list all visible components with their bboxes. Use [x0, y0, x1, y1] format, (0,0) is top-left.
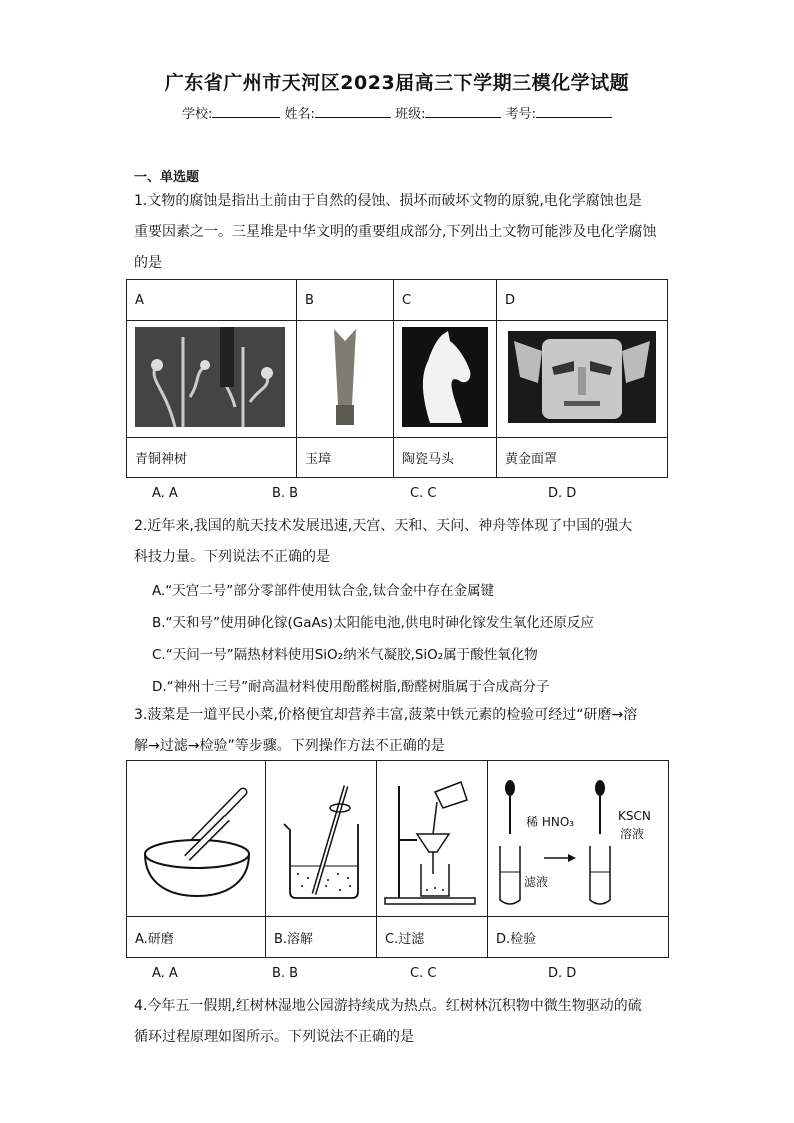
gold-mask-image [508, 331, 656, 423]
q1-choice-a[interactable]: A. A [152, 486, 178, 501]
q3-reagent-label-2: 溶液 [620, 827, 645, 841]
q1-image-a [127, 321, 297, 438]
class-blank [425, 105, 501, 118]
q3-filtrate-label: 滤液 [524, 875, 549, 889]
q1-choice-c[interactable]: C. C [410, 486, 437, 501]
name-blank [315, 105, 391, 118]
q1-image-c [394, 321, 497, 438]
q3-choice-c[interactable]: C. C [410, 966, 437, 981]
q2-option-a[interactable]: A.“天宫二号”部分零部件使用钛合金,钛合金中存在金属键 [152, 583, 495, 599]
school-blank [212, 105, 280, 118]
q1-choice-d[interactable]: D. D [548, 486, 577, 501]
q3-choice-d[interactable]: D. D [548, 966, 577, 981]
q1-header-c: C [394, 280, 497, 321]
section-heading: 一、单选题 [134, 170, 200, 185]
q3-line-1: 3.菠菜是一道平民小菜,价格便宜却营养丰富,菠菜中铁元素的检验可经过“研磨→溶 [134, 707, 638, 723]
school-label: 学校: [182, 107, 213, 122]
q3-image-b [266, 761, 377, 917]
filtration-setup-image [377, 762, 487, 912]
exam-no-blank [536, 105, 612, 118]
q3-reagent-label-1: KSCN [618, 809, 651, 823]
q3-image-d [488, 761, 669, 917]
page-title: 广东省广州市天河区2023届高三下学期三模化学试题 [164, 72, 630, 94]
student-info-line [0, 103, 794, 122]
q1-line-2: 重要因素之一。三星堆是中华文明的重要组成部分,下列出土文物可能涉及电化学腐蚀 [134, 224, 657, 240]
q2-option-c[interactable]: C.“天问一号”隔热材料使用SiO₂纳米气凝胶,SiO₂属于酸性氧化物 [152, 647, 538, 663]
q2-option-b[interactable]: B.“天和号”使用砷化镓(GaAs)太阳能电池,供电时砷化镓发生氧化还原反应 [152, 615, 594, 631]
exam-no-label: 考号: [505, 107, 536, 122]
q3-image-a [127, 761, 266, 917]
q3-item-d: D.检验 [488, 917, 669, 958]
q1-item-a: 青铜神树 [127, 438, 297, 478]
q1-image-b [297, 321, 394, 438]
q1-item-c: 陶瓷马头 [394, 438, 497, 478]
q1-header-d: D [497, 280, 668, 321]
mortar-pestle-image [127, 762, 265, 912]
q1-item-d: 黄金面罩 [497, 438, 668, 478]
q3-item-a: A.研磨 [127, 917, 266, 958]
q3-choice-b[interactable]: B. B [272, 966, 299, 981]
q3-table [126, 760, 669, 958]
q4-line-1: 4.今年五一假期,红树林湿地公园游持续成为热点。红树林沉积物中微生物驱动的硫 [134, 998, 642, 1014]
q1-image-d [497, 321, 668, 438]
class-label: 班级: [395, 107, 426, 122]
q1-header-a: A [127, 280, 297, 321]
q3-acid-label: 稀 HNO₃ [526, 815, 575, 829]
q3-item-b: B.溶解 [266, 917, 377, 958]
q1-choice-b[interactable]: B. B [272, 486, 299, 501]
q1-header-b: B [297, 280, 394, 321]
bronze-tree-image [135, 327, 285, 427]
beaker-stirring-image [266, 762, 376, 912]
q3-choice-a[interactable]: A. A [152, 966, 178, 981]
horse-head-image [402, 327, 488, 427]
name-label: 姓名: [284, 107, 315, 122]
q4-line-2: 循环过程原理如图所示。下列说法不正确的是 [134, 1029, 414, 1045]
jade-blade-image [330, 327, 360, 427]
q2-line-2: 科技力量。下列说法不正确的是 [134, 549, 330, 565]
q3-line-2: 解→过滤→检验”等步骤。下列操作方法不正确的是 [134, 738, 445, 754]
q3-image-c [377, 761, 488, 917]
q1-table [126, 279, 668, 478]
q1-item-b: 玉璋 [297, 438, 394, 478]
q2-option-d[interactable]: D.“神州十三号”耐高温材料使用酚醛树脂,酚醛树脂属于合成高分子 [152, 679, 550, 695]
q1-line-1: 1.文物的腐蚀是指出土前由于自然的侵蚀、损坏而破坏文物的原貌,电化学腐蚀也是 [134, 193, 642, 209]
q3-item-c: C.过滤 [377, 917, 488, 958]
q2-line-1: 2.近年来,我国的航天技术发展迅速,天宫、天和、天问、神舟等体现了中国的强大 [134, 518, 633, 534]
q1-line-3: 的是 [134, 255, 162, 271]
